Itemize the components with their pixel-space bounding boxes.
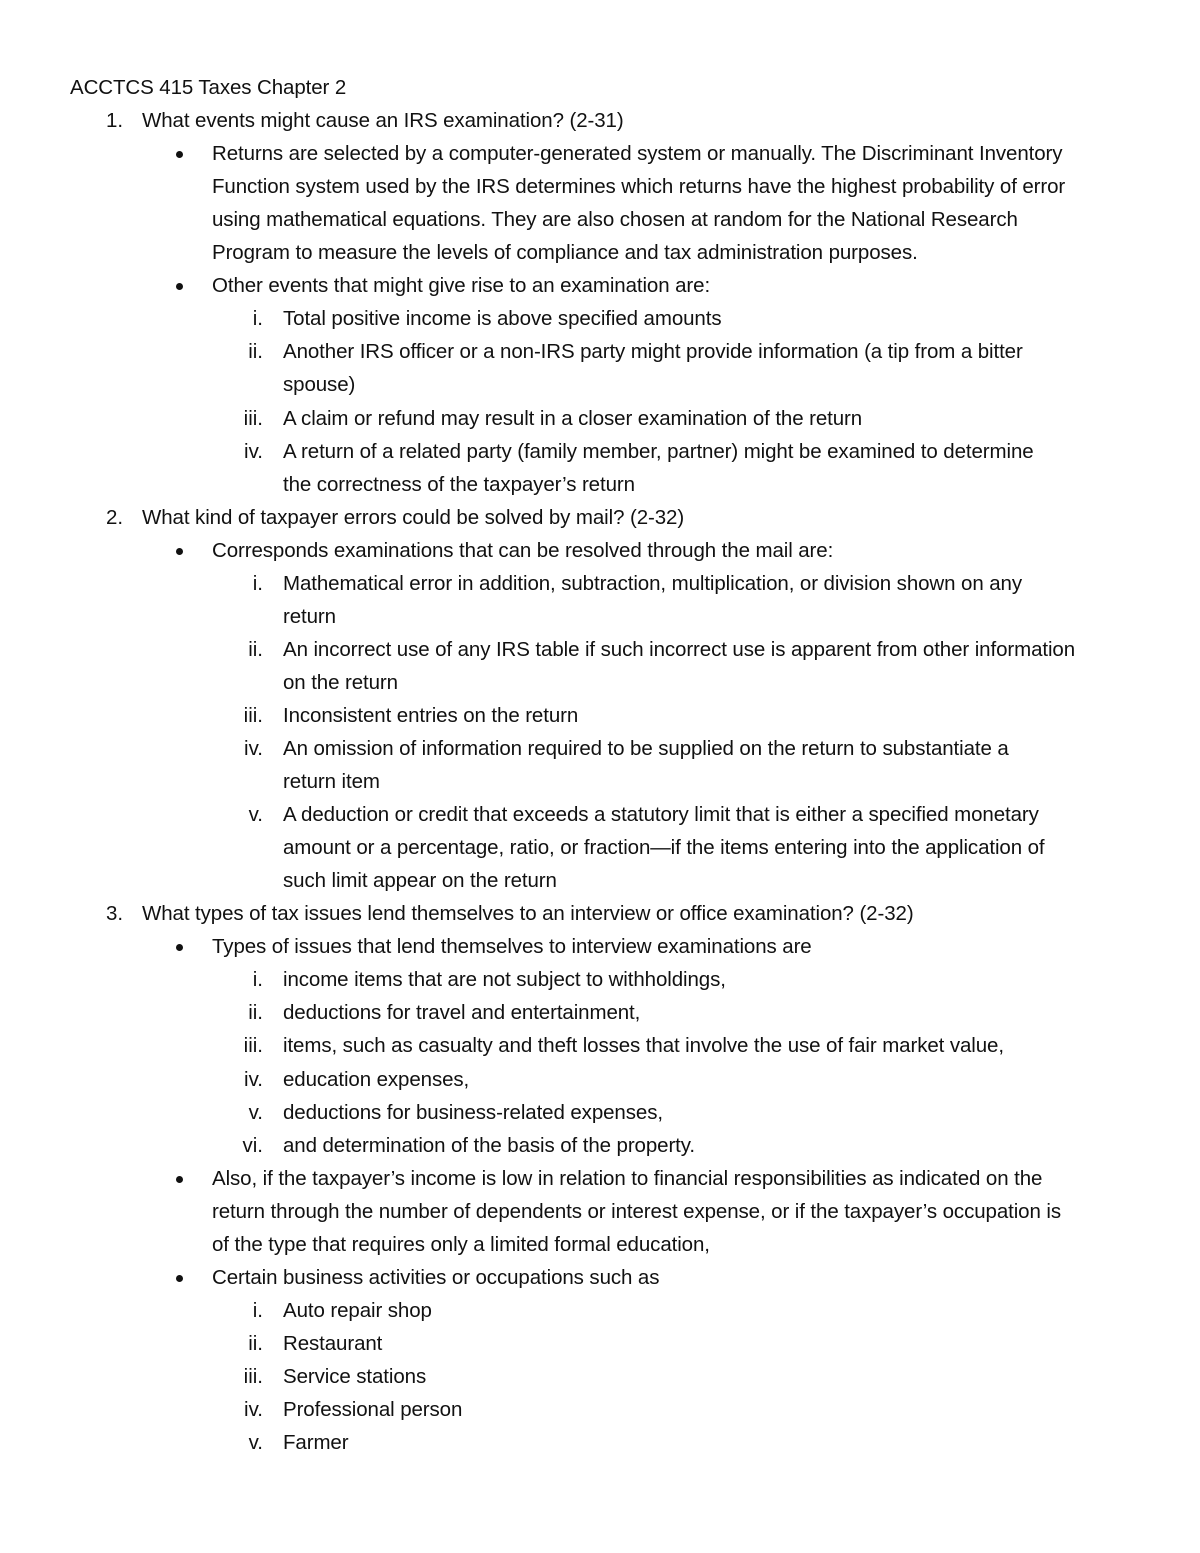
bullet-text-line: using mathematical equations. They are also chosen at random for the National Research xyxy=(212,208,1018,232)
list-item-text-line: An incorrect use of any IRS table if such incorrect use is apparent from other information xyxy=(283,637,1076,661)
bullet-text-line: of the type that requires only a limited formal education, xyxy=(212,1232,710,1256)
list-item-text-line: deductions for business-related expenses, xyxy=(283,1100,663,1124)
bullet-icon xyxy=(176,151,183,158)
list-item-text-line: spouse) xyxy=(283,373,356,397)
bullet-icon xyxy=(176,283,183,290)
list-item-text-line: on the return xyxy=(283,670,398,694)
bullet-text-line: Certain business activities or occupations such as xyxy=(212,1265,660,1289)
list-item-numeral: v. xyxy=(248,1100,263,1124)
list-item-text-line: return xyxy=(283,604,336,628)
list-item-text-line: education expenses, xyxy=(283,1067,470,1091)
list-item-text-line: Restaurant xyxy=(283,1331,383,1355)
list-item-numeral: v. xyxy=(248,1431,263,1455)
bullet-text-line: Function system used by the IRS determines which returns have the highest probability of error xyxy=(212,175,1066,199)
list-item-text-line: Total positive income is above specified amounts xyxy=(283,307,722,331)
list-item-text-line: Professional person xyxy=(283,1398,463,1421)
list-item-numeral: i. xyxy=(252,1298,263,1322)
list-item-text-line: Another IRS officer or a non-IRS party might provide information (a tip from a bitter xyxy=(283,340,1023,364)
question-number: 3. xyxy=(106,902,124,926)
list-item-text-line: such limit appear on the return xyxy=(283,869,557,893)
list-item-numeral: iii. xyxy=(243,1034,263,1058)
list-item-text-line: A deduction or credit that exceeds a statutory limit that is either a specified monetary xyxy=(283,803,1039,827)
bullet-text-line: Returns are selected by a computer-generated system or manually. The Discriminant Inventory xyxy=(212,142,1063,166)
list-item-numeral: iii. xyxy=(243,703,263,727)
list-item-text-line: items, such as casualty and theft losses that involve the use of fair market value, xyxy=(283,1034,1004,1058)
bullet-text-line: return through the number of dependents or interest expense, or if the taxpayer’s occupation is xyxy=(212,1199,1061,1223)
list-item-text-line: amount or a percentage, ratio, or fraction—if the items entering into the application of xyxy=(283,836,1045,860)
list-item-numeral: v. xyxy=(248,803,263,827)
list-item-text-line: A return of a related party (family member, partner) might be examined to determine xyxy=(283,439,1034,463)
list-item-numeral: iv. xyxy=(244,737,263,760)
list-item-numeral: ii. xyxy=(248,1001,263,1025)
list-item-numeral: i. xyxy=(252,968,263,992)
list-item-numeral: i. xyxy=(252,571,263,595)
question-text: What types of tax issues lend themselves to an interview or office examination? (2-32) xyxy=(142,902,914,926)
question-number: 2. xyxy=(106,505,124,529)
list-item-text-line: the correctness of the taxpayer’s return xyxy=(283,472,635,496)
list-item-numeral: iv. xyxy=(244,1398,263,1421)
bullet-text-line: Program to measure the levels of compliance and tax administration purposes. xyxy=(212,241,918,265)
bullet-icon xyxy=(176,944,183,951)
list-item-text-line: Service stations xyxy=(283,1364,427,1388)
list-item-text-line: Mathematical error in addition, subtraction, multiplication, or division shown on any xyxy=(283,571,1022,595)
list-item-numeral: ii. xyxy=(248,1331,263,1355)
question-text: What kind of taxpayer errors could be solved by mail? (2-32) xyxy=(142,505,685,529)
question-text: What events might cause an IRS examination? (2-31) xyxy=(142,109,624,133)
list-item-text-line: An omission of information required to be supplied on the return to substantiate a xyxy=(283,737,1009,760)
list-item-text-line: Farmer xyxy=(283,1431,349,1455)
list-item-numeral: iii. xyxy=(243,406,263,430)
list-item-numeral: i. xyxy=(252,307,263,331)
bullet-text-line: Also, if the taxpayer’s income is low in relation to financial responsibilities as indicated on the xyxy=(212,1166,1043,1190)
bullet-text-line: Corresponds examinations that can be resolved through the mail are: xyxy=(212,538,834,562)
list-item-text-line: Inconsistent entries on the return xyxy=(283,703,579,727)
list-item-numeral: vi. xyxy=(242,1133,263,1157)
list-item-text-line: A claim or refund may result in a closer examination of the return xyxy=(283,406,863,430)
list-item-numeral: iii. xyxy=(243,1364,263,1388)
question-number: 1. xyxy=(106,109,124,133)
bullet-text-line: Other events that might give rise to an examination are: xyxy=(212,274,711,298)
bullet-icon xyxy=(176,1176,183,1183)
document-title: ACCTCS 415 Taxes Chapter 2 xyxy=(70,76,347,99)
list-item-text-line: deductions for travel and entertainment, xyxy=(283,1001,641,1025)
list-item-numeral: ii. xyxy=(248,340,263,364)
list-item-text-line: and determination of the basis of the property. xyxy=(283,1133,696,1157)
bullet-icon xyxy=(176,1275,183,1282)
list-item-numeral: ii. xyxy=(248,637,263,661)
bullet-text-line: Types of issues that lend themselves to interview examinations are xyxy=(212,935,812,959)
list-item-text-line: return item xyxy=(283,770,380,794)
list-item-text-line: Auto repair shop xyxy=(283,1298,432,1322)
bullet-icon xyxy=(176,548,183,555)
list-item-numeral: iv. xyxy=(244,1067,263,1091)
list-item-numeral: iv. xyxy=(244,439,263,463)
list-item-text-line: income items that are not subject to withholdings, xyxy=(283,968,726,992)
